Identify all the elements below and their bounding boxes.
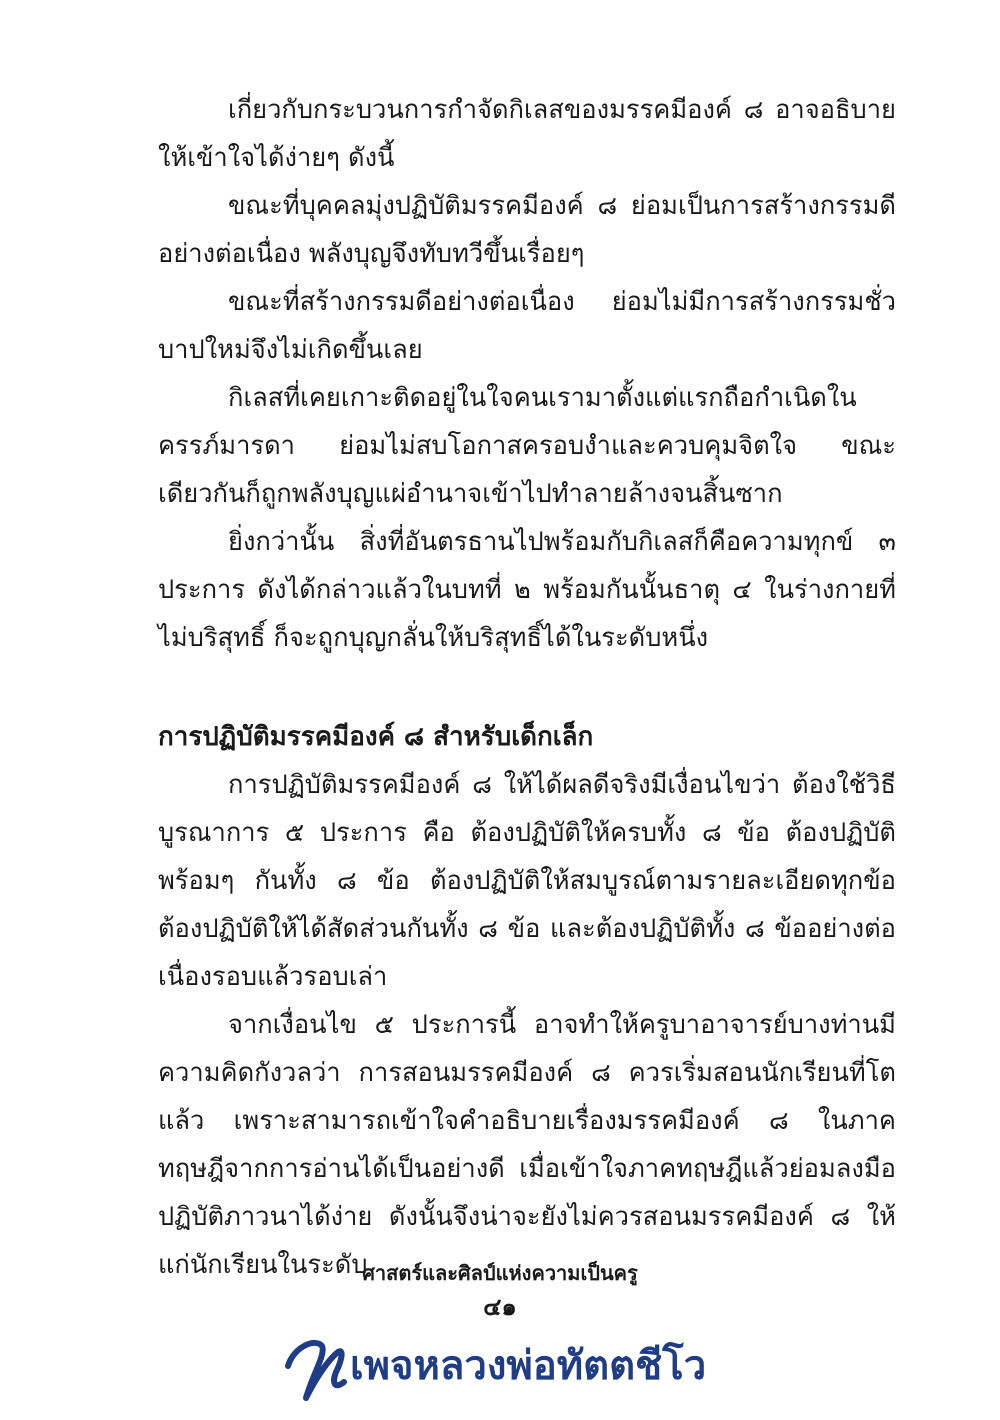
paragraph: เกี่ยวกับกระบวนการกำจัดกิเลสของมรรคมีองค์ ๘ อาจอธิบายให้เข้าใจได้ง่ายๆ ดังนี้ <box>158 95 896 173</box>
page-number: ๔๑ <box>483 1293 517 1321</box>
paragraph: ขณะที่สร้างกรรมดีอย่างต่อเนื่อง ย่อมไม่มีการสร้างกรรมชั่วบาปใหม่จึงไม่เกิดขึ้นเลย <box>158 287 896 365</box>
brand-text: เพจหลวงพ่อทัตตชีโว <box>350 1342 707 1389</box>
body-text <box>158 86 896 1289</box>
paragraph: การปฏิบัติมรรคมีองค์ ๘ ให้ได้ผลดีจริงมีเงื่อนไขว่า ต้องใช้วิธีบูรณาการ ๕ ประการ คือ ต้องปฏิบัติให้ครบทั้ง ๘ ข้อ ต้องปฏิบัติพร้อมๆ กันทั้ง ๘ ข้อ ต้องปฏิบัติให้สมบูรณ์ตามรายละเอียดทุกข้อ ต้องปฏิบัติให้ได้สัดส่วนกันทั้ง ๘ ข้อ และต้องปฏิบัติทั้ง ๘ ข้ออย่างต่อเนื่องรอบแล้วรอบเล่า <box>158 770 896 992</box>
brand-logo <box>282 1326 732 1406</box>
paragraph: จากเงื่อนไข ๕ ประการนี้ อาจทำให้ครูบาอาจารย์บางท่านมีความคิดกังวลว่า การสอนมรรคมีองค์ ๘ ควรเริ่มสอนนักเรียนที่โตแล้ว เพราะสามารถเข้าใจคำอธิบายเรื่องมรรคมีองค์ ๘ ในภาคทฤษฎีจากการอ่านได้เป็นอย่างดี เมื่อเข้าใจภาคทฤษฎีแล้วย่อมลงมือปฏิบัติภาวนาได้ง่าย ดังนั้นจึงน่าจะยังไม่ควรสอนมรรคมีองค์ ๘ ให้แก่นักเรียนในระดับ <box>158 1010 896 1280</box>
paragraph: ขณะที่บุคคลมุ่งปฏิบัติมรรคมีองค์ ๘ ย่อมเป็นการสร้างกรรมดีอย่างต่อเนื่อง พลังบุญจึงทับทวีขึ้นเรื่อยๆ <box>158 191 896 269</box>
footer-book-title: ศาสตร์และศิลป์แห่งความเป็นครู <box>362 1261 638 1285</box>
section-heading: การปฏิบัติมรรคมีองค์ ๘ สำหรับเด็กเล็ก <box>158 722 594 752</box>
paragraph: กิเลสที่เคยเกาะติดอยู่ในใจคนเรามาตั้งแต่แรกถือกำเนิดในครรภ์มารดา ย่อมไม่สบโอกาสครอบงำและควบคุมจิตใจ ขณะเดียวกันก็ถูกพลังบุญแผ่อำนาจเข้าไปทำลายล้างจนสิ้นซาก <box>158 383 896 509</box>
paragraph: ยิ่งกว่านั้น สิ่งที่อันตรธานไปพร้อมกับกิเลสก็คือความทุกข์ ๓ ประการ ดังได้กล่าวแล้วในบทที่ ๒ พร้อมกันนั้นธาตุ ๔ ในร่างกายที่ไม่บริสุทธิ์ ก็จะถูกบุญกลั่นให้บริสุทธิ์ได้ในระดับหนึ่ง <box>158 527 896 653</box>
